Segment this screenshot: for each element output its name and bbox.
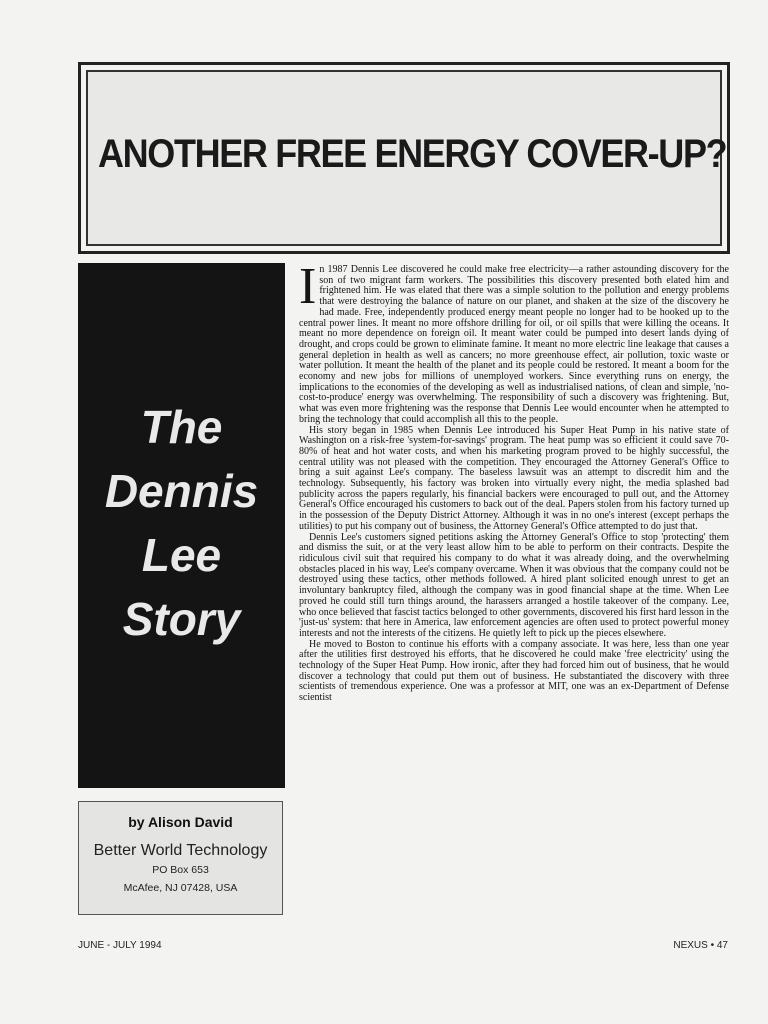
article-paragraph [299,265,729,426]
article-paragraph: He moved to Boston to continue his efforts with a company associate. It was here, less than one year after the utilities first destroyed his efforts, that he discovered he could make 'free electricity' using the technology of the Super Heat Pump. How ironic, after they had forced him out of business, that he would discover a technology that could put them out of business. He substantiated the discovery with three scientists of tremendous experience. One was a professor at MIT, one was an ex-Department of Defense scientist [299,638,729,704]
story-title-panel [78,263,285,788]
headline: ANOTHER FREE ENERGY COVER-UP? [98,132,727,176]
story-title-line: Story [122,593,241,645]
story-title-line: Lee [141,529,222,581]
headline-box [86,70,727,246]
page-number: NEXUS • 47 [673,940,728,951]
story-title-line: Dennis [104,465,259,517]
paragraph-text: n 1987 Dennis Lee discovered he could make free electricity—a rather astounding discovery for the son of two migrant farm workers. The possibilities this discovery presented both elated him and frightened him. He was elated that there was a simple solution to the pollution and energy problems that were destroying the balance of nature on our planet, and shaken at the size of the discovery he had made. Free, independently produced energy meant people no longer had to be hooked up to the central power lines. It meant no more offshore drilling for oil, or oil spills that were killing the oceans. It meant no more dependence on foreign oil. It meant water could be pumped into desert lands dying of drought, and crops could be grown to eliminate famine. It meant no more electric line leakage that causes a general depletion in health as well as cancers; no more greenhouse effect, air pollution, toxic waste or water pollution. It meant the health of the planet and its people could be restored. It meant a boom for the economy and new jobs for millions of unemployed workers. Since everything runs on energy, the implications to the economies of the developing as well as industrialised nations, of clean and simple, 'no-cost-to-produce' energy was overwhelming. The responsibility of such a discovery was frightening. But, what was even more frightening was the response that Dennis Lee would encounter when he attempted to bring the technology that could accomplish all this to the people. [299,265,729,425]
organization-name: Better World Technology [93,842,268,859]
drop-cap: I [299,265,317,315]
headline-frame [78,62,730,254]
article-paragraph: His story began in 1985 when Dennis Lee introduced his Super Heat Pump in his native state of Washington on a risk-free 'system-for-savings' program. The heat pump was so efficient it could save 70-80% of heat and hot water costs, and when his marketing program proved to be highly successful, the central utility was not pleased with the competition. They encouraged the Attorney General's Office to bring a suit against Lee's company. The baseless lawsuit was an attempt to discredit him and the technology. Subsequently, his factory was broken into virtually every night, the media splashed bad publicity across the papers regularly, his financial backers were encouraged to pull out, and the Attorney General's Office encouraged his customers to back out of the deal. Papers stolen from his factory turned up in the possession of the Deputy District Attorney. Although it was in no one's interest (except perhaps the utilities) to put his company out of business, the Attorney General's Office attempted to do just that. [299,424,729,532]
city-address: McAfee, NJ 07428, USA [123,882,238,894]
article-paragraph: Dennis Lee's customers signed petitions asking the Attorney General's Office to stop 'protecting' them and dismiss the suit, or at the very least allow him to be able to perform on their contracts. Despite the ridiculous civil suit that required his company to do what it was already doing, and the overwhelming obstacles placed in his way, Lee's company overcame. When it was obvious that the company could not be destroyed using these tactics, other methods followed. A hired plant solicited enough unrest to get an involuntary bankruptcy filed, although the company was in good financial shape at the time. When Lee proved he could still turn things around, the harassers arranged a hostile takeover of the company. Lee, who once believed that fascist tactics belonged to other governments, discovered his first hard lesson in the 'just-us' system: that here in America, law enforcement agencies are often used to protect powerful money interests and not the interests of the citizens. He quietly left to pick up the pieces elsewhere. [299,531,729,639]
article-body [299,265,729,923]
byline-box [78,801,283,915]
po-box: PO Box 653 [152,864,209,876]
story-title-line: The [140,401,223,453]
story-title [78,395,285,651]
author-byline: by Alison David [128,814,233,830]
issue-date: JUNE - JULY 1994 [78,940,162,951]
